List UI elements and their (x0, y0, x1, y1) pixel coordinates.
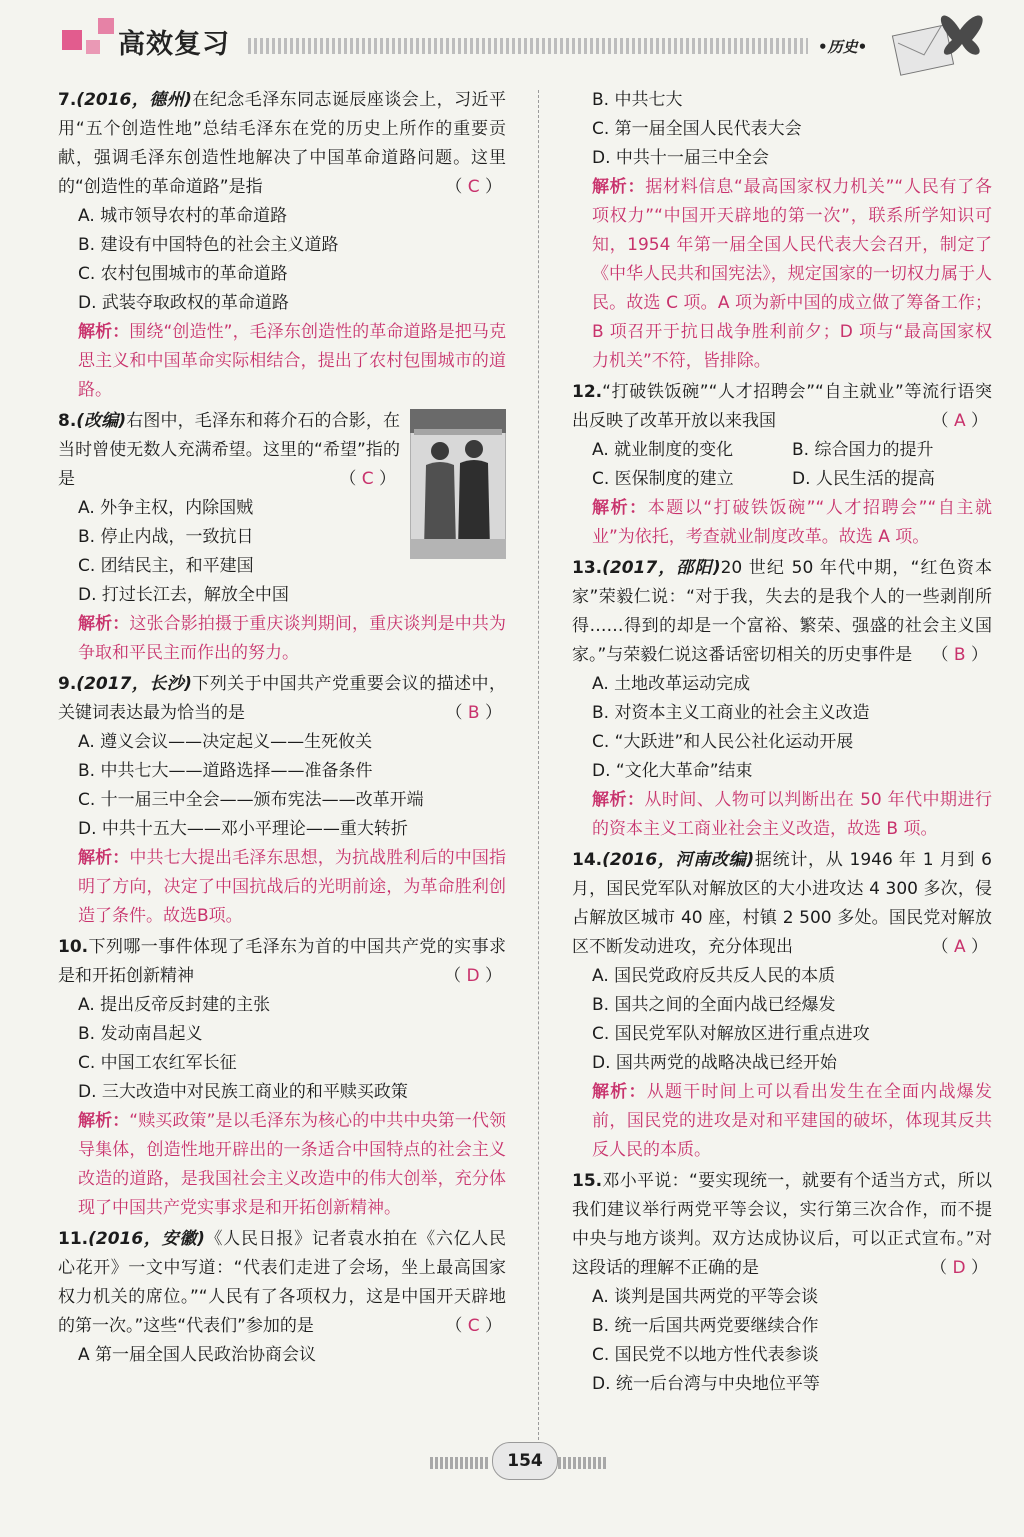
analysis (572, 494, 992, 552)
answer-letter: D (952, 1258, 966, 1278)
question-stem (572, 378, 992, 436)
option-row (572, 465, 992, 494)
analysis (58, 610, 506, 668)
option: A. 遵义会议——决定起义——生死攸关 (78, 732, 373, 752)
option: C. 十一届三中全会——颁布宪法——改革开端 (78, 790, 424, 810)
right-column (572, 86, 992, 1401)
analysis-label: 解析： (78, 1111, 130, 1131)
header-stripe (248, 38, 808, 54)
question-text: 在纪念毛泽东同志诞辰座谈会上，习近平用“五个创造性地”总结毛泽东在党的历史上所作的重要贡献，强调毛泽东创造性地解决了中国革命道路问题。这里的“创造性的革命道路”是指 (58, 90, 507, 197)
option: B. 中共七大 (592, 90, 683, 110)
question-stem (572, 554, 992, 670)
question-text: 邓小平说：“要实现统一，就要有个适当方式，所以我们建议举行两党平等会议，实行第三次合作，而不提中央与地方谈判。双方达成协议后，可以正式宣布。”对这段话的理解不正确的是 (572, 1171, 992, 1278)
question-number: 9. (58, 674, 77, 694)
option: D. “文化大革命”结束 (592, 761, 753, 781)
option: A 第一届全国人民政治协商会议 (78, 1345, 317, 1365)
option: D. 武装夺取政权的革命道路 (78, 293, 289, 313)
option: D. 统一后台湾与中央地位平等 (592, 1374, 820, 1394)
question-15 (572, 1167, 992, 1399)
analysis-label: 解析： (592, 498, 648, 518)
option-row (572, 436, 992, 465)
analysis-text: 从题干时间上可以看出发生在全面内战爆发前，国民党的进攻是对和平建国的破坏，体现其反共反人民的本质。 (592, 1082, 993, 1160)
analysis-text: 据材料信息“最高国家权力机关”“人民有了各项权力”“中国开天辟地的第一次”，联系所学知识可知，1954 年第一届全国人民代表大会召开，制定了《中华人民共和国宪法》，规定国家的一切权力属于人民。故选 C 项。A 项为新中国的成立做了筹备工作；B 项召开于抗日战争胜利前夕；D 项与“最高国家权力机关”不符，皆排除。 (592, 177, 993, 371)
option: C. 中国工农红军长征 (78, 1053, 237, 1073)
option: B. 中共七大——道路选择——准备条件 (78, 761, 373, 781)
question-number: 7. (58, 90, 77, 110)
page-number-bar-right (558, 1457, 608, 1469)
analysis-text: 本题以“打破铁饭碗”“人才招聘会”“自主就业”为依托，考查就业制度改革。故选 A 项。 (592, 498, 992, 547)
option: A. 城市领导农村的革命道路 (78, 206, 288, 226)
analysis-label: 解析： (592, 790, 645, 810)
historical-photo-mao-chiang (410, 409, 506, 559)
analysis (572, 1078, 992, 1165)
page-footer (0, 1440, 1024, 1480)
header-square-decoration (98, 18, 114, 34)
answer-bracket: （ D ） (444, 966, 502, 986)
question-11 (58, 1225, 506, 1370)
question-stem (572, 846, 992, 962)
answer-bracket: （ D ） (930, 1258, 988, 1278)
analysis-label: 解析： (78, 614, 130, 634)
question-source: (2016，河南改编) (602, 850, 755, 870)
question-8 (58, 407, 506, 668)
answer-bracket: （ C ） (445, 1316, 502, 1336)
option: B. 发动南昌起义 (78, 1024, 203, 1044)
option: C. 第一届全国人民代表大会 (592, 119, 802, 139)
question-stem (58, 670, 506, 728)
analysis (572, 786, 992, 844)
option: B. 国共之间的全面内战已经爆发 (592, 995, 836, 1015)
question-number: 13. (572, 558, 603, 578)
page-number: 154 (492, 1442, 558, 1480)
question-stem (572, 1167, 992, 1283)
question-stem (58, 86, 506, 202)
option: D. 中共十一届三中全会 (592, 148, 769, 168)
analysis (58, 318, 506, 405)
option: B. 停止内战，一致抗日 (78, 527, 254, 547)
answer-bracket: （ B ） (445, 703, 502, 723)
answer-letter: B (467, 703, 480, 723)
header-title: 高效复习 (118, 29, 230, 60)
question-source: (2016，德州) (76, 90, 192, 110)
answer-letter: B (953, 645, 966, 665)
question-text: 据统计，从 1946 年 1 月到 6 月，国民党军队对解放区的大小进攻达 4 300 多次，侵占解放区城市 40 座，村镇 2 500 多处。国民党对解放区不断发动进攻，充分体现出 (572, 850, 992, 957)
analysis-text: “赎买政策”是以毛泽东为核心的中共中央第一代领导集体，创造性地开辟出的一条适合中国特点的社会主义改造的道路，是我国社会主义改造中的伟大创举，充分体现了中国共产党实事求是和开拓创新精神。 (78, 1111, 507, 1218)
question-7 (58, 86, 506, 405)
header-subject: •历史• (818, 38, 868, 56)
question-number: 14. (572, 850, 603, 870)
answer-letter: D (466, 966, 480, 986)
analysis-label: 解析： (592, 177, 646, 197)
option: C. 农村包围城市的革命道路 (78, 264, 288, 284)
analysis (58, 1107, 506, 1223)
answer-bracket: （ B ） (931, 645, 988, 665)
answer-letter: A (953, 411, 966, 431)
question-text: “打破铁饭碗”“人才招聘会”“自主就业”等流行语突出反映了改革开放以来我国 (572, 382, 992, 431)
option: C. “大跃进”和人民公社化运动开展 (592, 732, 854, 752)
option: B. 综合国力的提升 (792, 440, 934, 460)
question-number: 8. (58, 411, 77, 431)
option: C. 国民党不以地方性代表参谈 (592, 1345, 819, 1365)
question-11-continued (572, 86, 992, 376)
answer-bracket: （ C ） (445, 177, 502, 197)
question-stem (58, 1225, 506, 1341)
answer-letter: A (953, 937, 966, 957)
question-13 (572, 554, 992, 844)
question-source: (2017，邵阳) (602, 558, 721, 578)
question-source: (2016，安徽) (88, 1229, 205, 1249)
page-header (0, 0, 1024, 80)
analysis-text: 围绕“创造性”，毛泽东创造性的革命道路是把马克思主义和中国革命实际相结合，提出了农村包围城市的道路。 (78, 322, 507, 400)
analysis (572, 173, 992, 376)
question-text: 《人民日报》记者袁水拍在《六亿人民心花开》一文中写道：“代表们走进了会场，坐上最高国家权力机关的席位。”“人民有了各项权力，这是中国开天辟地的第一次。”这些“代表们”参加的是 (58, 1229, 506, 1336)
answer-letter: C (361, 469, 374, 489)
analysis-text: 从时间、人物可以判断出在 50 年代中期进行的资本主义工商业社会主义改造，故选 B 项。 (592, 790, 993, 839)
option: D. 打过长江去，解放全中国 (78, 585, 289, 605)
question-stem (58, 933, 506, 991)
answer-bracket: （ C ） (339, 469, 396, 489)
option: A. 提出反帝反封建的主张 (78, 995, 271, 1015)
question-number: 12. (572, 382, 603, 402)
option: A. 谈判是国共两党的平等会谈 (592, 1287, 819, 1307)
question-source: (改编) (76, 411, 127, 431)
left-column (58, 86, 506, 1372)
option: D. 中共十五大——邓小平理论——重大转折 (78, 819, 408, 839)
answer-bracket: （ A ） (931, 411, 988, 431)
analysis-text: 这张合影拍摄于重庆谈判期间，重庆谈判是中共为争取和平民主而作出的努力。 (78, 614, 506, 663)
option: B. 建设有中国特色的社会主义道路 (78, 235, 339, 255)
question-9 (58, 670, 506, 931)
option: C. 国民党军队对解放区进行重点进攻 (592, 1024, 870, 1044)
analysis-label: 解析： (78, 322, 130, 342)
header-square-decoration (86, 40, 100, 54)
answer-letter: C (467, 1316, 480, 1336)
question-text: 下列关于中国共产党重要会议的描述中，关键词表达最为恰当的是 (58, 674, 507, 723)
option: C. 团结民主，和平建国 (78, 556, 254, 576)
option: D. 人民生活的提高 (792, 469, 935, 489)
column-divider (538, 90, 539, 1450)
analysis-label: 解析： (592, 1082, 647, 1102)
option: C. 医保制度的建立 (592, 469, 734, 489)
header-square-decoration (62, 30, 82, 50)
analysis (58, 844, 506, 931)
answer-bracket: （ A ） (931, 937, 988, 957)
answer-letter: C (467, 177, 480, 197)
option: A. 外争主权，内除国贼 (78, 498, 254, 518)
option: D. 国共两党的战略决战已经开始 (592, 1053, 837, 1073)
option: B. 对资本主义工商业的社会主义改造 (592, 703, 870, 723)
option: A. 国民党政府反共反人民的本质 (592, 966, 836, 986)
question-text: 下列哪一事件体现了毛泽东为首的中国共产党的实事求是和开拓创新精神 (58, 937, 506, 986)
butterfly-envelope-icon (890, 0, 1010, 80)
analysis-text: 中共七大提出毛泽东思想，为抗战胜利后的中国指明了方向，决定了中国抗战后的光明前途，为革命胜利创造了条件。故选B项。 (78, 848, 506, 926)
page-number-bar-left (430, 1457, 490, 1469)
option: B. 统一后国共两党要继续合作 (592, 1316, 819, 1336)
option: A. 土地改革运动完成 (592, 674, 751, 694)
analysis-label: 解析： (78, 848, 130, 868)
option: A. 就业制度的变化 (592, 440, 734, 460)
question-source: (2017，长沙) (76, 674, 192, 694)
question-12 (572, 378, 992, 552)
question-number: 11. (58, 1229, 89, 1249)
question-number: 10. (58, 937, 89, 957)
question-text: 20 世纪 50 年代中期，“红色资本家”荣毅仁说：“对于我，失去的是我个人的一些剥削所得……得到的却是一个富裕、繁荣、强盛的社会主义国家。”与荣毅仁说这番话密切相关的历史事件是 (572, 558, 992, 665)
question-10 (58, 933, 506, 1223)
question-text: 右图中，毛泽东和蒋介石的合影，在当时曾使无数人充满希望。这里的“希望”指的是 (58, 411, 401, 489)
option: D. 三大改造中对民族工商业的和平赎买政策 (78, 1082, 408, 1102)
question-number: 15. (572, 1171, 603, 1191)
question-14 (572, 846, 992, 1165)
